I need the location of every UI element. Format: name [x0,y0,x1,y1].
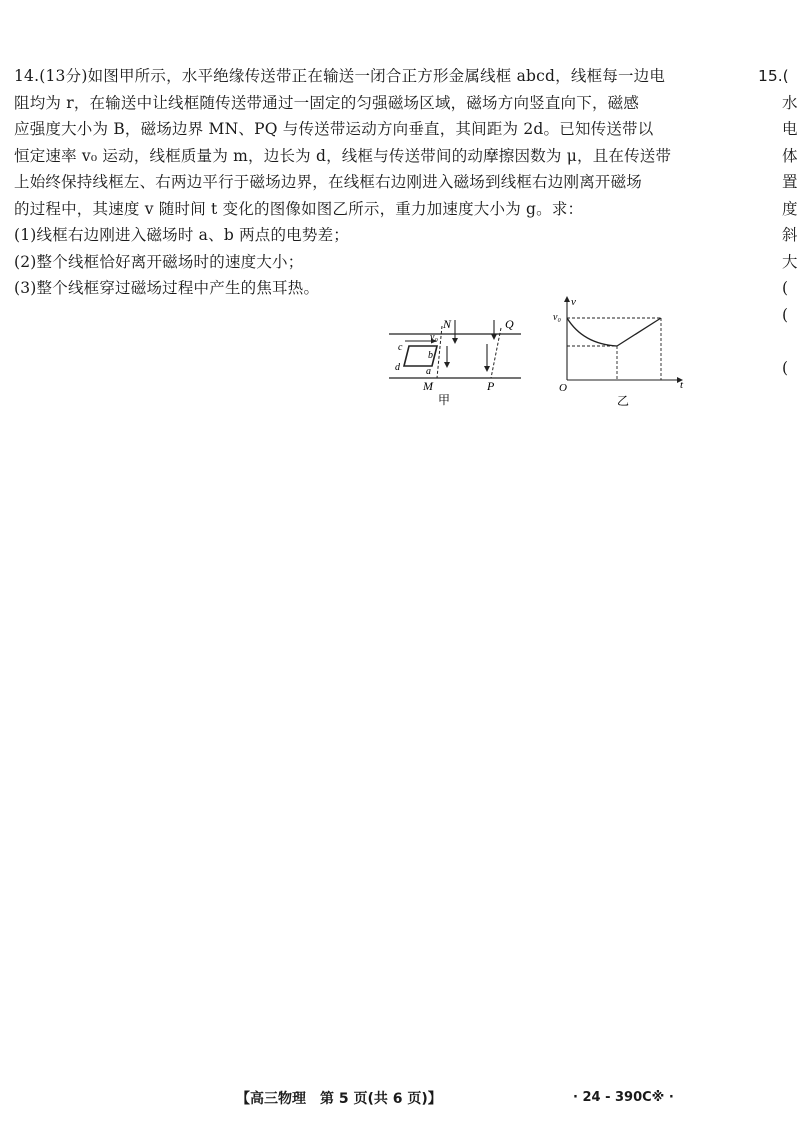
question-14 [14,63,714,302]
question-14-line: 恒定速率 v₀ 运动，线框质量为 m，边长为 d，线框与传送带间的动摩擦因数为 μ，且在传送带 [14,146,672,165]
label-b: b [428,350,433,361]
label-c: c [398,342,403,353]
graph-label-v0: v₀ [553,312,561,323]
field-arrow-head [444,362,450,368]
label-v0: v₀ [430,332,438,343]
question-14-part-2: (2)整个线框恰好离开磁场时的速度大小； [14,252,304,271]
field-arrow-head [491,334,497,340]
question-14-line: 应强度大小为 B，磁场边界 MN、PQ 与传送带运动方向垂直，其间距为 2d。已知传送带以 [14,120,654,138]
caption-yi: 乙 [617,394,630,408]
question-15-char: ( [782,305,789,324]
label-d: d [395,362,400,373]
question-15-char: ( [782,358,789,377]
question-15-char: 大 [782,252,798,271]
question-15-fragment [758,63,800,381]
graph-label-v: v [571,296,576,308]
caption-jia: 甲 [438,393,451,407]
label-p: P [487,379,495,393]
label-n: N [443,317,452,331]
footer-exam-code: · 24 - 390C※ · [573,1090,674,1105]
graph-v-axis-arrow [564,296,570,302]
question-14-line: 14.(13分)如图甲所示，水平绝缘传送带正在输送一闭合正方形金属线框 abcd，线框每一边电 [14,67,666,85]
graph-accel-line [617,318,661,346]
question-14-line: 的过程中，其速度 v 随时间 t 变化的图像如图乙所示，重力加速度大小为 g。求： [14,199,584,218]
figure-jia [385,308,525,408]
question-15-char: 斜 [782,226,798,244]
question-15-char: 体 [782,146,798,165]
label-m: M [423,379,433,393]
question-15-number: 15.( [758,67,789,85]
label-a: a [426,366,431,377]
graph-label-origin: O [559,382,567,394]
label-q: Q [505,317,514,331]
question-15-char: 置 [782,173,798,191]
figure-yi [553,296,693,408]
question-14-part-1: (1)线框右边刚进入磁场时 a、b 两点的电势差； [14,226,349,244]
question-15-char: 度 [782,199,798,218]
graph-decel-curve [567,318,617,346]
graph-label-t: t [680,379,684,391]
field-arrow-head [484,366,490,372]
footer-page-info: 【高三物理 第 5 页(共 6 页)】 [236,1091,442,1107]
question-14-part-3: (3)整个线框穿过磁场过程中产生的焦耳热。 [14,279,320,297]
question-14-line: 阻均为 r，在输送中让线框随传送带通过一固定的匀强磁场区域，磁场方向竖直向下，磁感 [14,93,640,112]
field-arrow-head [452,338,458,344]
question-15-char: ( [782,279,789,297]
question-15-char: 电 [782,120,798,138]
question-15-char: 水 [782,93,798,112]
question-15-char [758,328,800,355]
question-14-line: 上始终保持线框左、右两边平行于磁场边界，在线框右边刚进入磁场到线框右边刚离开磁场 [14,173,643,191]
